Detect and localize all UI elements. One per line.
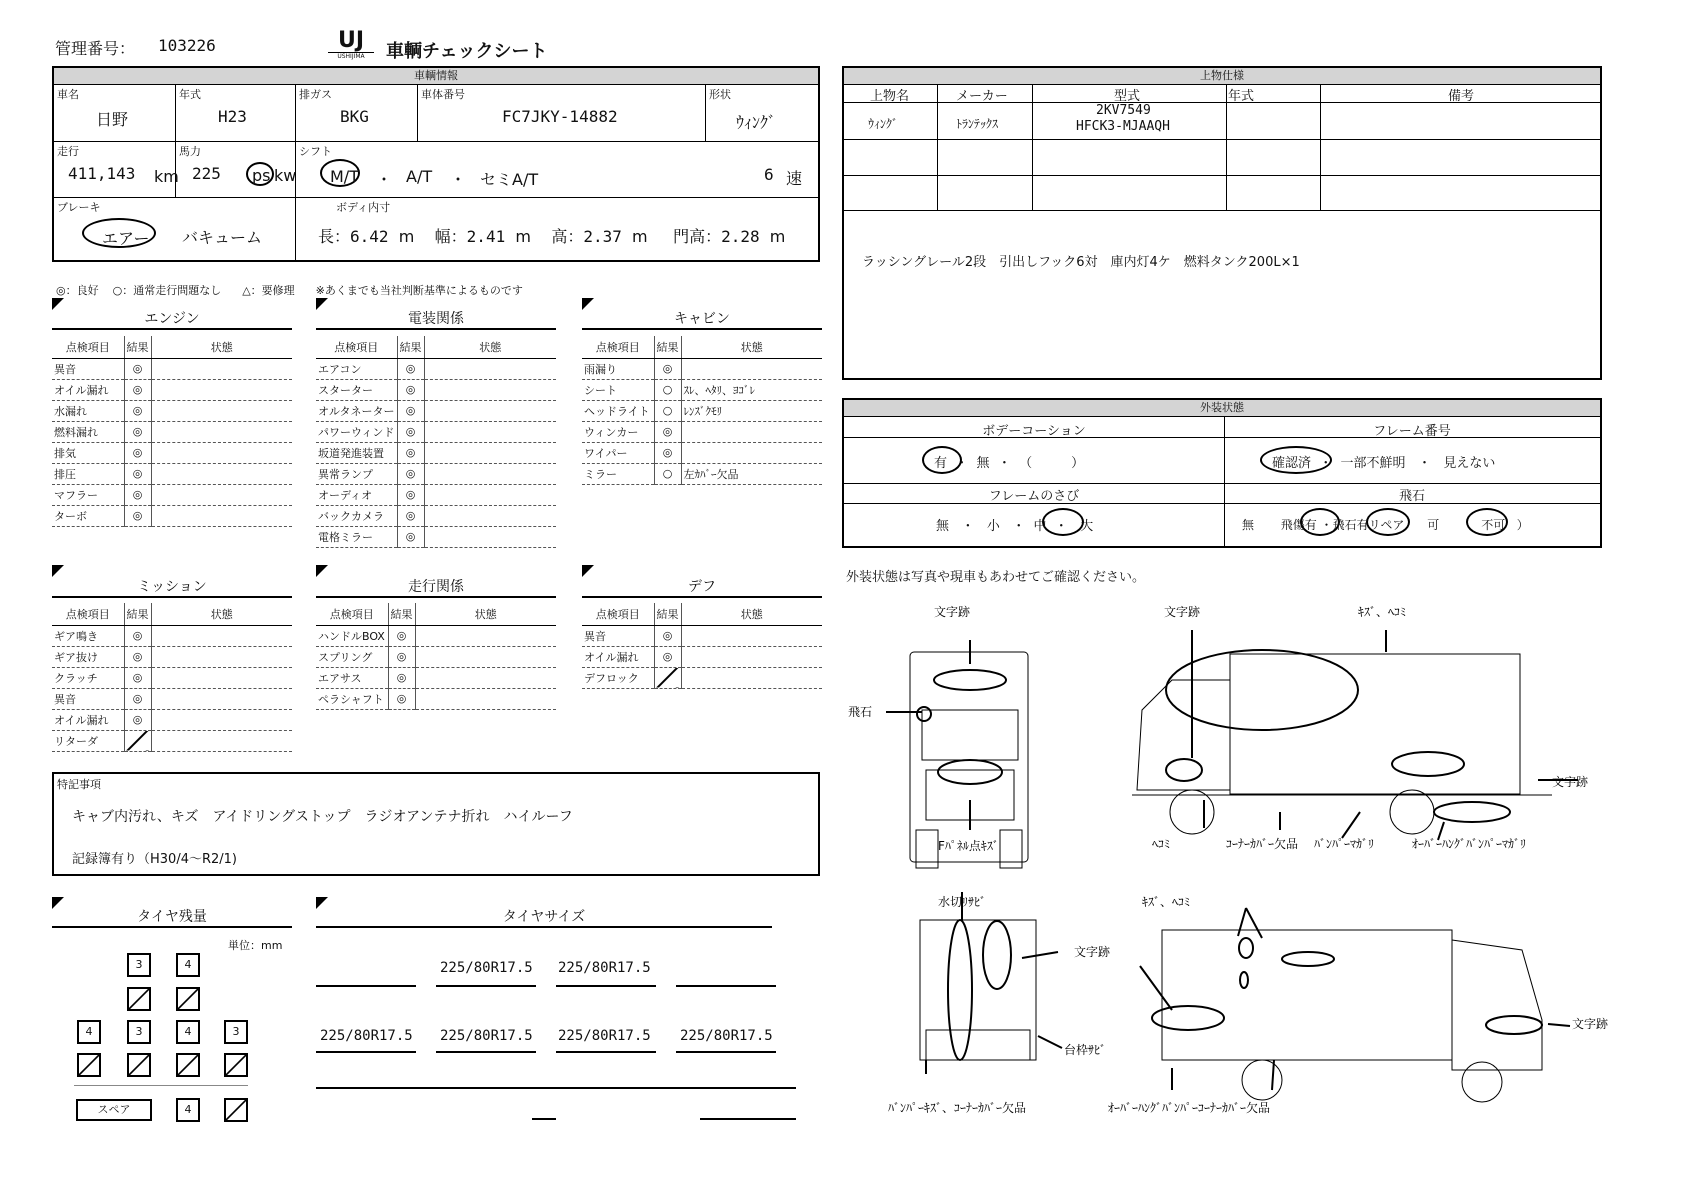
row-item: ギア鳴き: [52, 625, 124, 646]
tire-unit: 単位：mm: [228, 939, 283, 952]
chip-title: 飛石: [1398, 489, 1425, 504]
label-kizu: ｷｽﾞ、ﾍｺﾐ: [1358, 605, 1407, 619]
table-row: [316, 484, 556, 505]
electric-title: 電装関係: [316, 308, 556, 330]
tire-size-rear-1: 225/80R17.5: [320, 1028, 413, 1044]
row-result: ○: [654, 463, 681, 484]
table-row: [316, 625, 556, 646]
table-row: [52, 709, 292, 730]
label-bumper-kizu: ﾊﾞﾝﾊﾟｰｷｽﾞ、ｺｰﾅｰｶﾊﾞｰ欠品: [888, 1101, 1027, 1115]
shift-at: A/T: [406, 167, 433, 186]
exterior-header: 外装状態: [844, 400, 1600, 417]
management-label: 管理番号：: [55, 39, 136, 58]
row-result: ◎: [397, 421, 424, 442]
row-item: オイル漏れ: [52, 379, 124, 400]
vehicle-info-panel: [52, 66, 820, 262]
upper-remarks: ラッシングレール2段 引出しフック6対 庫内灯4ケ 燃料タンク200L×1: [862, 255, 1300, 270]
row-item: ミラー: [582, 463, 654, 484]
vehicle-shape: ｳｨﾝｸﾞ: [736, 113, 777, 132]
table-row: [52, 484, 292, 505]
table-row: [316, 688, 556, 709]
mission-title: ミッション: [52, 576, 292, 598]
row-state: [681, 667, 822, 688]
label-year: 年式: [179, 88, 201, 101]
row-result: ◎: [397, 505, 424, 526]
brake-vacuum: バキューム: [182, 228, 263, 247]
mission-table: [52, 603, 292, 752]
col-result: 結果: [388, 603, 415, 625]
tire-size-front-l: 225/80R17.5: [440, 960, 533, 976]
row-result: ◎: [124, 625, 151, 646]
tire-empty: [77, 1053, 101, 1077]
row-state: [151, 484, 292, 505]
page-title: 車輌チェックシート: [386, 41, 548, 62]
row-state: [681, 442, 822, 463]
label-daiwaku: 台枠ｻﾋﾞ: [1064, 1043, 1107, 1057]
row-item: オイル漏れ: [582, 646, 654, 667]
row-result: ◎: [397, 379, 424, 400]
row-result: ◎: [124, 379, 151, 400]
col-state: 状態: [151, 336, 292, 358]
cabin-title: キャビン: [582, 308, 822, 330]
row-item: オイル漏れ: [52, 709, 124, 730]
tire-size-title: タイヤサイズ: [316, 906, 772, 928]
row-item: 異音: [582, 625, 654, 646]
label-brake: ブレーキ: [57, 201, 101, 214]
row-state: [151, 379, 292, 400]
table-row: [582, 358, 822, 379]
vehicle-mileage: 411,143: [68, 164, 136, 183]
row-result: ◎: [124, 688, 151, 709]
table-row: [52, 646, 292, 667]
engine-table: [52, 336, 292, 527]
truck-rear-side-box: [1162, 930, 1452, 1060]
row-item: ヘッドライト: [582, 400, 654, 421]
row-result: ◎: [124, 400, 151, 421]
truck-side-box: [1230, 654, 1520, 794]
row-state: [151, 358, 292, 379]
row-item: 異音: [52, 358, 124, 379]
label-overhang: ｵｰﾊﾞｰﾊﾝｸﾞﾊﾞﾝﾊﾟｰﾏｶﾞﾘ: [1412, 837, 1527, 851]
table-row: [52, 667, 292, 688]
frame-no-title: フレーム番号: [1373, 424, 1451, 439]
row-item: エアサス: [316, 667, 388, 688]
tire-rear-4: 3: [224, 1020, 248, 1044]
row-state: [151, 421, 292, 442]
row-state: ﾚﾝｽﾞｸﾓﾘ: [681, 400, 822, 421]
row-state: [151, 667, 292, 688]
tire-rear-3: 4: [176, 1020, 200, 1044]
row-result: ◎: [124, 484, 151, 505]
coat-title: ボデーコーション: [982, 424, 1086, 439]
row-item: ギア抜け: [52, 646, 124, 667]
table-row: [582, 442, 822, 463]
spare-label: スペア: [76, 1099, 152, 1121]
label-mileage: 走行: [57, 145, 79, 158]
row-result: ◎: [388, 625, 415, 646]
col-state: 状態: [424, 336, 556, 358]
tire-spare: 4: [176, 1098, 200, 1122]
row-result: ◎: [397, 463, 424, 484]
tire-front-left: 3: [127, 953, 151, 977]
row-item: ハンドルBOX: [316, 625, 388, 646]
label-hp: 馬力: [179, 145, 201, 158]
label-hekomi: ﾍｺﾐ: [1152, 837, 1171, 851]
label-name: 車名: [57, 88, 79, 101]
upper-spec-panel: 上物仕様 上物名 メーカー 型式 年式 備考 ｳｨﾝｸﾞ ﾄﾗﾝﾃｯｸｽ 2KV7549 HFCK3-MJAAQH ラッシングレール2段 引出しフック6対 庫内灯4ケ 燃料タンク200L×1: [842, 66, 1602, 380]
row-item: オルタネーター: [316, 400, 397, 421]
row-state: 左ｶﾊﾞｰ欠品: [681, 463, 822, 484]
table-row: [582, 646, 822, 667]
row-state: [424, 358, 556, 379]
col-result: 結果: [124, 603, 151, 625]
label-moji-rear: 文字跡: [1074, 945, 1111, 959]
label-bumper: ﾊﾞﾝﾊﾟｰﾏｶﾞﾘ: [1314, 837, 1375, 851]
vehicle-info-header: 車輌情報: [54, 68, 818, 85]
row-result: ◎: [397, 526, 424, 547]
row-state: [151, 400, 292, 421]
mileage-unit: km: [154, 167, 179, 186]
table-row: [52, 358, 292, 379]
row-item: クラッチ: [52, 667, 124, 688]
row-state: [424, 526, 556, 547]
row-item: 異音: [52, 688, 124, 709]
row-result: ◎: [124, 667, 151, 688]
row-state: [681, 625, 822, 646]
row-result: ◎: [388, 688, 415, 709]
notes-line1: キャブ内汚れ、キズ アイドリングストップ ラジオアンテナ折れ ハイルーフ: [72, 809, 573, 825]
col-state: 状態: [151, 603, 292, 625]
notes-label: 特記事項: [57, 778, 101, 791]
table-row: [582, 667, 822, 688]
notes-panel: [52, 772, 820, 876]
label-chassis: 車体番号: [421, 88, 465, 101]
row-result: ◎: [124, 358, 151, 379]
table-row: [316, 400, 556, 421]
label-moji-side: 文字跡: [1164, 605, 1201, 619]
front-windshield: [922, 710, 1018, 760]
row-item: ウィンカー: [582, 421, 654, 442]
label-kizu2: ｷｽﾞ、ﾍｺﾐ: [1142, 895, 1191, 909]
row-state: [151, 688, 292, 709]
table-row: [52, 625, 292, 646]
tire-size-rear-4: 225/80R17.5: [680, 1028, 773, 1044]
row-state: [151, 442, 292, 463]
row-item: ターボ: [52, 505, 124, 526]
side-wheel-rear: [1390, 790, 1434, 834]
rust-title: フレームのさび: [988, 489, 1080, 504]
label-overhang2: ｵｰﾊﾞｰﾊﾝｸﾞﾊﾞﾝﾊﾟｰｺｰﾅｰｶﾊﾞｰ欠品: [1108, 1101, 1271, 1115]
table-row: [316, 442, 556, 463]
row-state: [424, 484, 556, 505]
company-logo: UJ USHIJIMA: [328, 30, 374, 62]
row-result: ◎: [397, 484, 424, 505]
table-row: [52, 400, 292, 421]
table-row: [316, 646, 556, 667]
label-shift: シフト: [299, 145, 332, 158]
side-wheel-front: [1170, 790, 1214, 834]
dot: ・: [376, 170, 393, 189]
col-item: 点検項目: [52, 336, 124, 358]
row-result: ◎: [124, 421, 151, 442]
shift-mt: M/T: [330, 167, 359, 186]
row-state: [151, 646, 292, 667]
row-result: ◎: [397, 358, 424, 379]
row-item: スプリング: [316, 646, 388, 667]
frame-no-options: 確認済 ・ 一部不鮮明 ・ 見えない: [1272, 456, 1496, 471]
row-result: ◎: [124, 463, 151, 484]
row-state: [151, 730, 292, 751]
row-result: ○: [654, 400, 681, 421]
upper-model-2: HFCK3-MJAAQH: [1076, 119, 1170, 134]
row-item: 排圧: [52, 463, 124, 484]
row-state: [151, 463, 292, 484]
table-row: [316, 379, 556, 400]
tire-rear-2: 3: [127, 1020, 151, 1044]
table-row: [316, 526, 556, 547]
row-item: シート: [582, 379, 654, 400]
row-result: ◎: [397, 400, 424, 421]
label-hiseki: 飛石: [848, 705, 873, 719]
row-result: ○: [654, 379, 681, 400]
gear-unit: 速: [786, 169, 803, 188]
col-result: 結果: [654, 603, 681, 625]
row-result: [124, 730, 151, 751]
row-state: [681, 358, 822, 379]
col-state: 状態: [681, 336, 822, 358]
row-item: ワイパー: [582, 442, 654, 463]
table-row: [52, 730, 292, 751]
row-state: [424, 379, 556, 400]
col-item: 点検項目: [582, 336, 654, 358]
tire-empty: [224, 1053, 248, 1077]
row-result: ◎: [124, 505, 151, 526]
table-row: [316, 463, 556, 484]
row-result: ◎: [124, 646, 151, 667]
col-item: 点検項目: [52, 603, 124, 625]
tire-size-rear-3: 225/80R17.5: [558, 1028, 651, 1044]
label-shape: 形状: [709, 88, 731, 101]
unit-kw: kw: [274, 166, 297, 185]
vehicle-year: H23: [218, 107, 247, 126]
row-item: スターター: [316, 379, 397, 400]
row-result: [654, 667, 681, 688]
table-row: [52, 421, 292, 442]
truck-rear-box: [920, 920, 1036, 1060]
row-item: パワーウィンド: [316, 421, 397, 442]
tire-rear-1: 4: [77, 1020, 101, 1044]
row-state: ｽﾚ、ﾍﾀﾘ、ﾖｺﾞﾚ: [681, 379, 822, 400]
row-state: [424, 442, 556, 463]
label-moji-right: 文字跡: [1552, 775, 1589, 789]
row-state: [415, 646, 556, 667]
row-result: ◎: [397, 442, 424, 463]
upper-name: ｳｨﾝｸﾞ: [868, 117, 899, 131]
row-item: オーディオ: [316, 484, 397, 505]
row-item: 燃料漏れ: [52, 421, 124, 442]
label-mizukiri: 水切ﾘｻﾋﾞ: [938, 895, 987, 909]
col-result: 結果: [397, 336, 424, 358]
drive-title: 走行関係: [316, 576, 556, 598]
brake-air: エアー: [102, 229, 150, 248]
table-row: [52, 442, 292, 463]
shift-semi: セミA/T: [480, 170, 539, 189]
truck-side-cab: [1137, 680, 1230, 790]
row-result: ◎: [388, 667, 415, 688]
table-row: [316, 505, 556, 526]
label-fpanel: Fﾊﾟﾈﾙ点ｷｽﾞ: [938, 839, 999, 853]
col-item: 点検項目: [316, 336, 397, 358]
row-result: ◎: [654, 442, 681, 463]
drive-table: [316, 603, 556, 710]
row-state: [415, 667, 556, 688]
engine-title: エンジン: [52, 308, 292, 330]
tire-empty: [176, 987, 200, 1011]
row-result: ◎: [124, 709, 151, 730]
table-row: [316, 667, 556, 688]
row-state: [681, 646, 822, 667]
row-state: [415, 625, 556, 646]
table-row: [582, 379, 822, 400]
gear-count: 6: [764, 165, 774, 184]
exterior-panel: [842, 398, 1602, 548]
row-state: [151, 625, 292, 646]
upper-model-1: 2KV7549: [1096, 103, 1151, 118]
row-state: [424, 400, 556, 421]
label-moji-front: 文字跡: [934, 605, 971, 619]
row-item: バックカメラ: [316, 505, 397, 526]
row-result: ◎: [654, 625, 681, 646]
tire-empty: [224, 1098, 248, 1122]
table-row: [52, 688, 292, 709]
unit-ps: ps: [252, 166, 271, 185]
row-state: [681, 421, 822, 442]
row-result: ◎: [654, 421, 681, 442]
exterior-note: 外装状態は写真や現車もあわせてご確認ください。: [846, 570, 1146, 585]
dot: ・: [450, 170, 467, 189]
tire-empty: [127, 1053, 151, 1077]
notes-line2: 記録簿有り（H30/4～R2/1): [72, 852, 237, 867]
tire-empty: [176, 1053, 200, 1077]
row-item: 雨漏り: [582, 358, 654, 379]
tire-empty: [127, 987, 151, 1011]
damage-diagram: [842, 590, 1642, 1130]
chip-options: 無 飛傷有 ・飛石有リペア 可 不可 ）: [1242, 518, 1529, 532]
upper-maker: ﾄﾗﾝﾃｯｸｽ: [956, 117, 999, 131]
row-result: ◎: [124, 442, 151, 463]
tire-title: タイヤ残量: [52, 906, 292, 928]
rust-options: 無 ・ 小 ・ 中 ・ 大: [936, 519, 1094, 534]
row-item: ペラシャフト: [316, 688, 388, 709]
vehicle-hp: 225: [192, 164, 221, 183]
upper-spec-header: 上物仕様: [844, 68, 1600, 85]
legend: ◎：良好 ○：通常走行問題なし △：要修理 ※あくまでも当社判断基準によるものです: [56, 284, 523, 297]
row-item: リターダ: [52, 730, 124, 751]
table-row: [52, 379, 292, 400]
cabin-table: [582, 336, 822, 485]
col-state: 状態: [415, 603, 556, 625]
body-dimensions: 長：6.42 m 幅：2.41 m 高：2.37 m 門高：2.28 m: [318, 227, 786, 246]
diff-title: デフ: [582, 576, 822, 598]
tire-size-front-r: 225/80R17.5: [558, 960, 651, 976]
col-result: 結果: [124, 336, 151, 358]
row-item: エアコン: [316, 358, 397, 379]
table-row: [52, 463, 292, 484]
tire-front-right: 4: [176, 953, 200, 977]
vehicle-chassis: FC7JKY-14882: [502, 107, 618, 126]
table-row: [582, 625, 822, 646]
coat-options: 有 ・ 無 ・ （ ）: [934, 456, 1085, 471]
table-row: [582, 400, 822, 421]
row-item: 異常ランプ: [316, 463, 397, 484]
table-row: [316, 421, 556, 442]
label-emission: 排ガス: [299, 88, 332, 101]
diff-table: [582, 603, 822, 689]
table-row: [582, 463, 822, 484]
row-item: 排気: [52, 442, 124, 463]
row-result: ◎: [654, 358, 681, 379]
row-item: デフロック: [582, 667, 654, 688]
table-row: [316, 358, 556, 379]
row-item: 水漏れ: [52, 400, 124, 421]
tire-size-rear-2: 225/80R17.5: [440, 1028, 533, 1044]
col-result: 結果: [654, 336, 681, 358]
row-state: [424, 463, 556, 484]
row-state: [151, 709, 292, 730]
row-state: [415, 688, 556, 709]
col-item: 点検項目: [316, 603, 388, 625]
table-row: [582, 421, 822, 442]
table-row: [52, 505, 292, 526]
vehicle-name: 日野: [96, 110, 129, 129]
management-number: 103226: [158, 36, 216, 55]
row-state: [424, 505, 556, 526]
row-result: ◎: [388, 646, 415, 667]
col-item: 点検項目: [582, 603, 654, 625]
row-item: マフラー: [52, 484, 124, 505]
label-corner: ｺｰﾅｰｶﾊﾞｰ欠品: [1226, 837, 1299, 851]
row-result: ◎: [654, 646, 681, 667]
electric-table: [316, 336, 556, 548]
row-state: [424, 421, 556, 442]
row-item: 坂道発進装置: [316, 442, 397, 463]
row-item: 電格ミラー: [316, 526, 397, 547]
row-state: [151, 505, 292, 526]
label-body-inner: ボディ内寸: [336, 201, 391, 214]
col-state: 状態: [681, 603, 822, 625]
label-moji-rear2: 文字跡: [1572, 1017, 1609, 1031]
vehicle-emission: BKG: [340, 107, 369, 126]
